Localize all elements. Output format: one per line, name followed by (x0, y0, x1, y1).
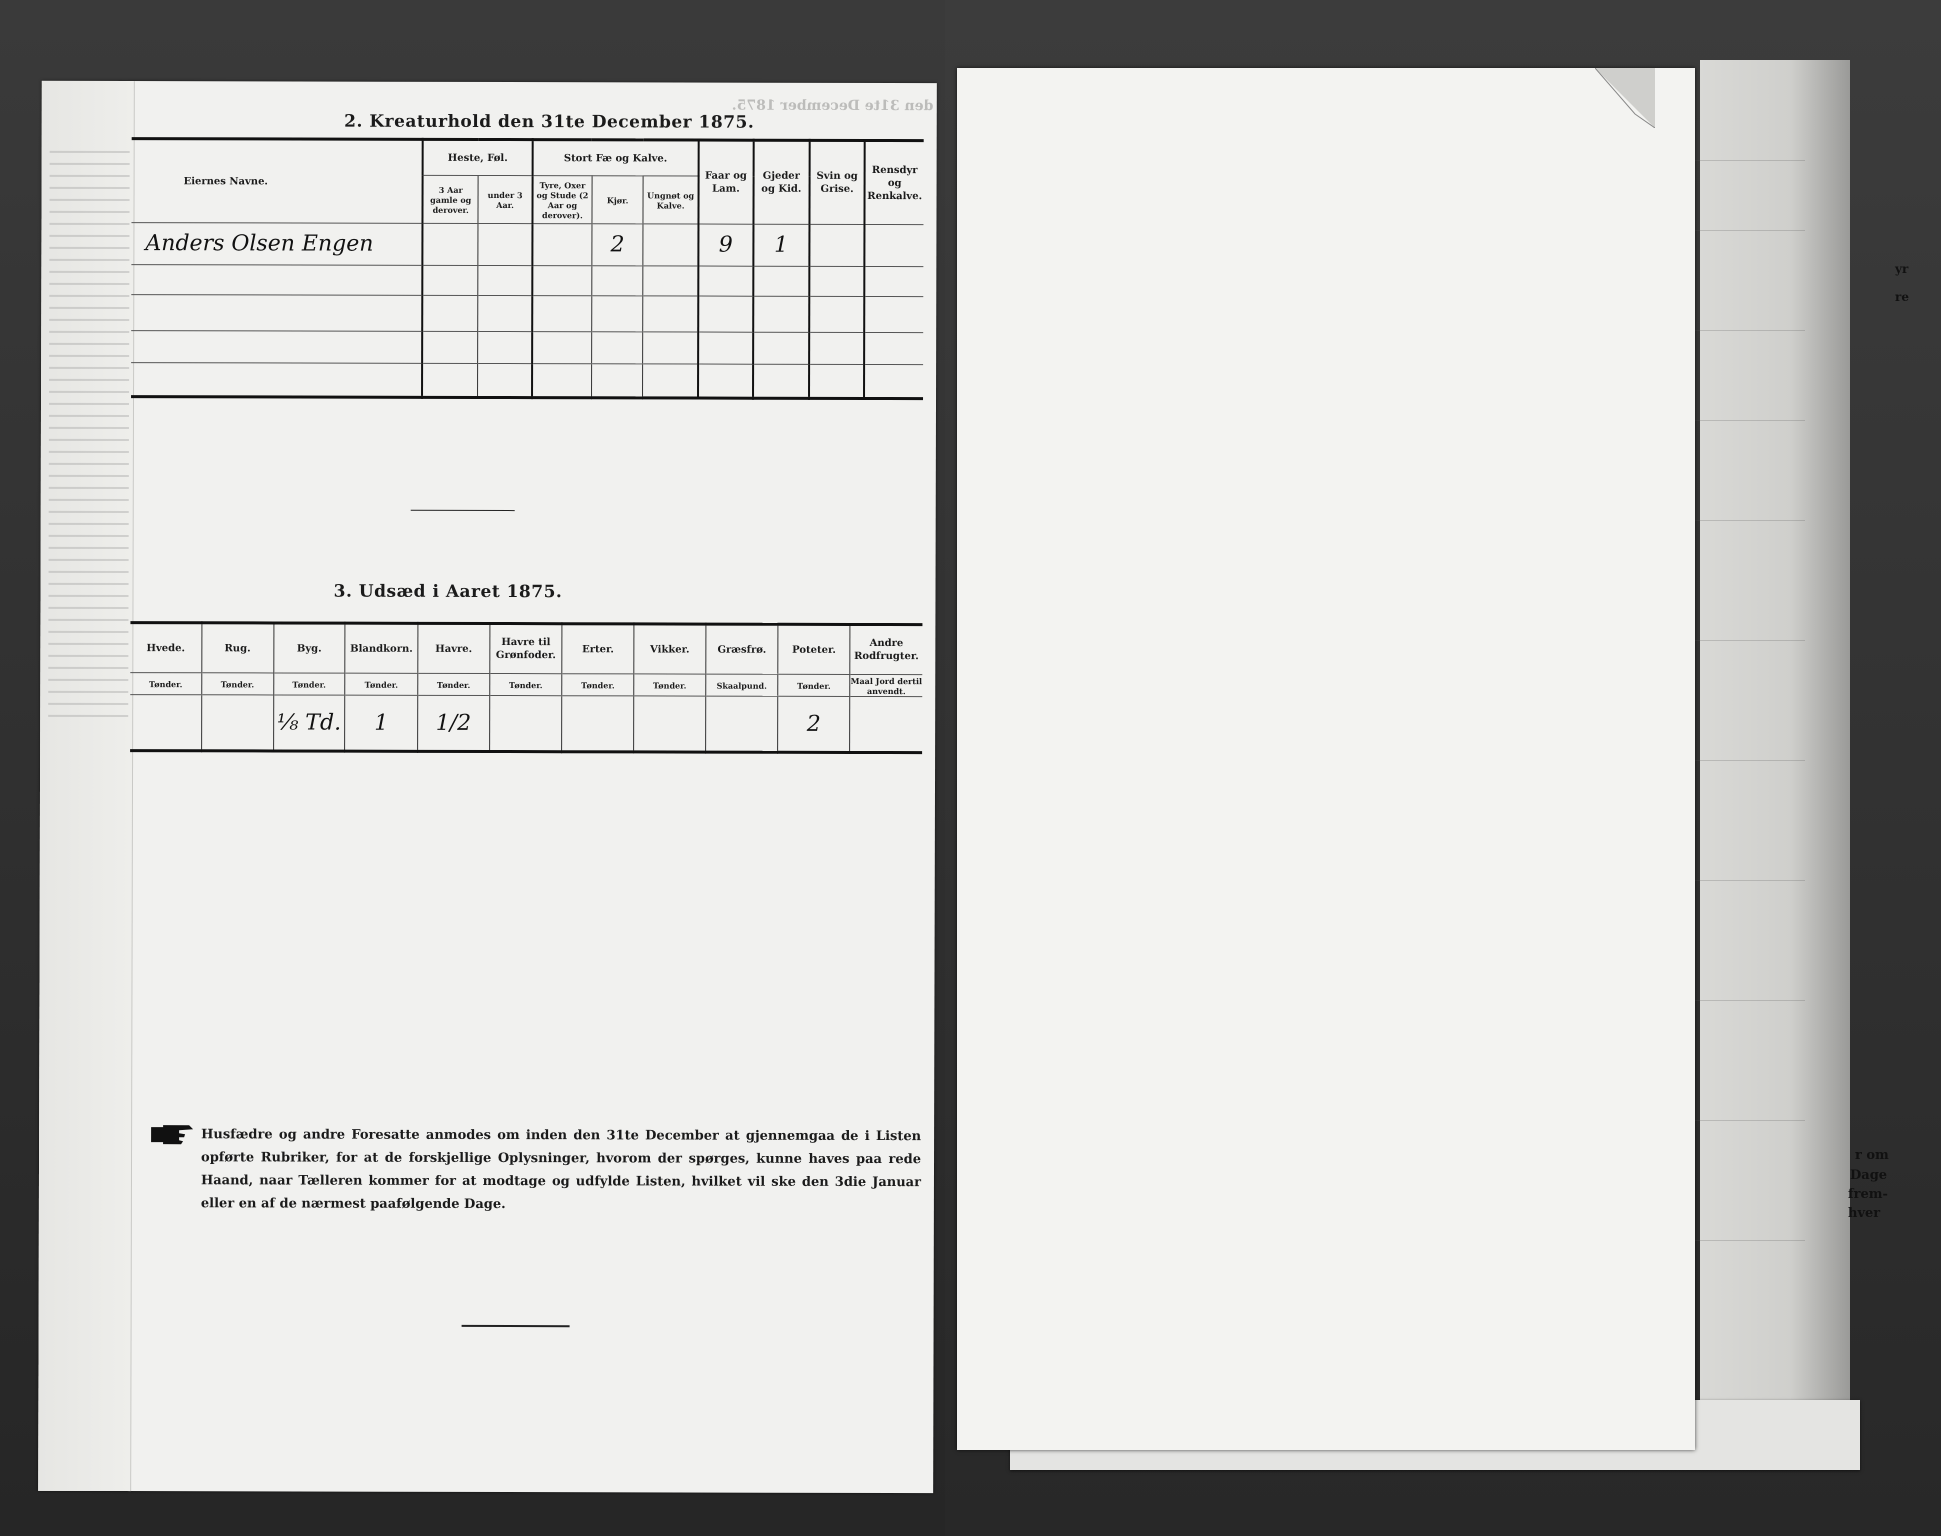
table-row (130, 695, 922, 753)
owner-name: Anders Olsen Engen (131, 223, 422, 266)
pointing-hand-icon (149, 1121, 195, 1149)
notice-text: Husfædre og andre Foresatte anmodes om inden den 31te December at gjennemgaa de i Listen opførte Rubriker, for at de forskjellige Oplysninger, hvorom der spørges, kunne haves paa rede Haand, naar Tælleren kommer for at modtage og udfylde Listen, hvilket vil ske den 3die Januar eller en af de nærmest paafølgende Dage. (200, 1127, 922, 1213)
table-row (131, 223, 923, 267)
divider (411, 510, 515, 511)
edge-text: r om (1855, 1148, 1889, 1163)
table-row (131, 295, 923, 333)
cows-header: Kjør. (592, 176, 644, 224)
reindeer-header: Rensdyr og Renkalve. (865, 140, 924, 224)
seed-value: 1 (345, 695, 418, 751)
seed-col-name: Rug. (202, 623, 274, 673)
seed-col-name: Byg. (273, 623, 345, 673)
seed-col-unit: Tønder. (634, 674, 706, 696)
table-row (131, 363, 923, 399)
seed-value: 2 (778, 696, 850, 752)
seed-value (634, 696, 706, 752)
seed-col-unit: Maal Jord dertil anvendt. (850, 675, 923, 696)
seed-value (489, 696, 562, 752)
edge-text: yr (1895, 262, 1909, 276)
left-page (38, 81, 937, 1493)
seed-col-name: Havre. (418, 623, 490, 673)
edge-text: hver (1848, 1206, 1881, 1221)
table-row (131, 265, 923, 297)
seed-col-name: Andre Rodfrugter. (850, 624, 922, 674)
bulls-header: Tyre, Oxer og Stude (2 Aar og derover). (532, 176, 592, 224)
pigs-header: Svin og Grise. (809, 140, 865, 224)
table-row (131, 331, 923, 365)
cattle-header: Stort Fæ og Kalve. (533, 140, 699, 176)
edge-text: frem- (1848, 1187, 1888, 1202)
right-page-blank (957, 68, 1695, 1450)
seed-value (705, 696, 777, 752)
livestock-title: 2. Kreaturhold den 31te December 1875. (344, 111, 755, 133)
stacked-page-edges (1700, 60, 1850, 1400)
seed-col-unit: Tønder. (273, 673, 345, 695)
seed-col-unit: Tønder. (562, 674, 634, 696)
owner-header: Eiernes Navne. (131, 139, 423, 224)
young-cattle-header: Ungnøt og Kalve. (643, 176, 698, 224)
seed-col-unit: Tønder. (418, 673, 490, 695)
seed-unit-row (130, 673, 922, 697)
seed-col-name: Havre til Grønfoder. (490, 624, 563, 674)
seed-col-name: Græsfrø. (706, 624, 778, 674)
seed-value (201, 695, 273, 751)
seed-value: ⅛ Td. (273, 695, 345, 751)
seed-col-name: Blandkorn. (345, 623, 418, 673)
closing-ornament (462, 1325, 570, 1327)
sheep-value: 9 (698, 224, 753, 266)
seed-col-unit: Tønder. (345, 673, 418, 695)
bleed-through-margin (38, 81, 135, 1491)
seed-col-unit: Skaalpund. (706, 674, 778, 696)
edge-text: Dage (1850, 1168, 1888, 1183)
seed-header-row (130, 623, 922, 675)
seed-col-name: Poteter. (778, 624, 850, 674)
horses-header: Heste, Føl. (423, 139, 533, 175)
seed-col-unit: Tønder. (778, 674, 850, 696)
cows-value: 2 (592, 224, 644, 266)
seed-value (850, 696, 923, 752)
seed-col-name: Hvede. (130, 623, 201, 673)
seed-value: 1/2 (418, 695, 490, 751)
folded-corner (1595, 68, 1655, 128)
sheep-header: Faar og Lam. (698, 140, 753, 224)
goats-value: 1 (753, 224, 809, 266)
bleed-through-title: den 31te December 1875. (731, 97, 934, 115)
horses-young-header: under 3 Aar. (478, 175, 532, 223)
livestock-table (131, 137, 924, 400)
seed-col-unit: Tønder. (202, 673, 274, 695)
seed-title: 3. Udsæd i Aaret 1875. (333, 581, 563, 603)
seed-col-name: Vikker. (634, 624, 706, 674)
seed-value (562, 696, 634, 752)
seed-col-name: Erter. (562, 624, 634, 674)
horses-old-header: 3 Aar gamle og derover. (423, 175, 478, 223)
seed-col-unit: Tønder. (130, 673, 201, 695)
seed-table (130, 621, 922, 754)
seed-col-unit: Tønder. (489, 674, 562, 696)
goats-header: Gjeder og Kid. (753, 140, 809, 224)
edge-text: re (1895, 290, 1909, 304)
seed-value (130, 695, 201, 751)
